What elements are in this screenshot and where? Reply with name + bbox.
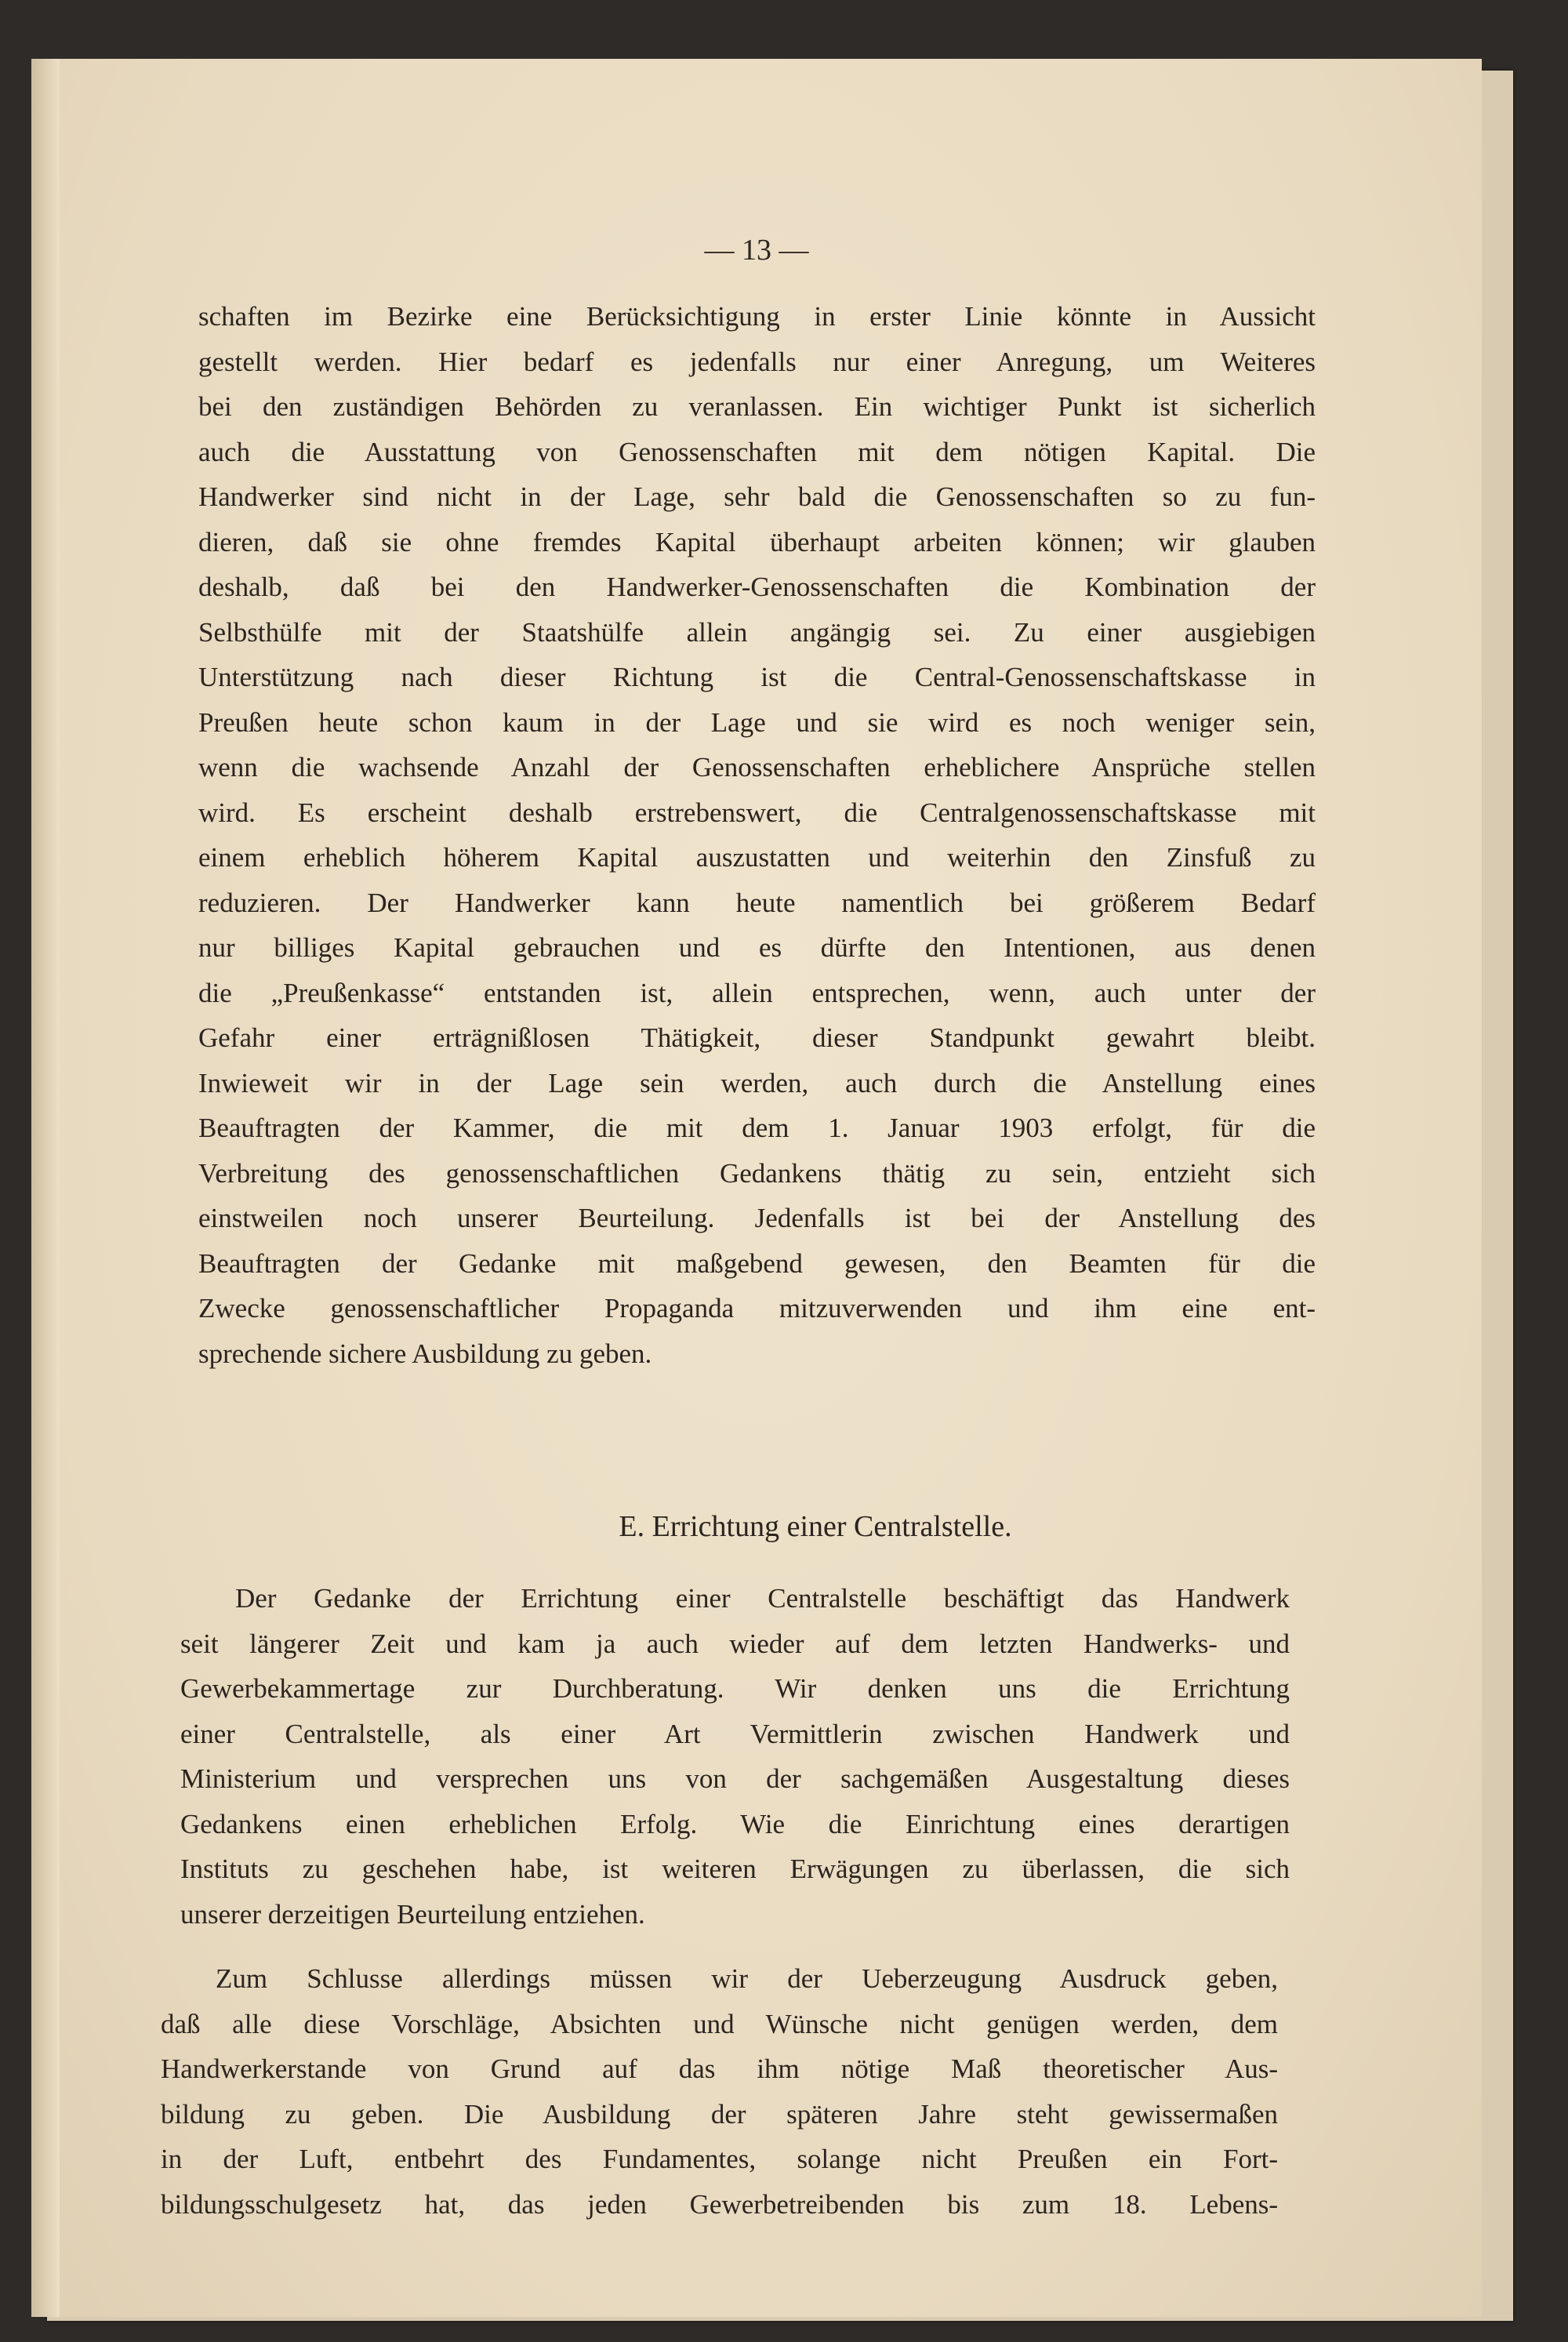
page-number: — 13 — xyxy=(704,234,809,267)
text-line: Beauftragten der Gedanke mit maßgebend gewesen, den Beamten für die xyxy=(198,1247,1316,1279)
page-gutter-shadow xyxy=(31,59,60,2317)
text-line: Beauftragten der Kammer, die mit dem 1. Januar 1903 erfolgt, für die xyxy=(198,1113,1316,1143)
text-line: wenn die wachsende Anzahl der Genossenschaften erheblichere Ansprüche stellen xyxy=(198,752,1316,782)
text-line: deshalb, daß bei den Handwerker-Genossenschaften die Kombination der xyxy=(198,572,1316,602)
section-heading: E. Errichtung einer Centralstelle. xyxy=(619,1510,1012,1543)
text-line: in der Luft, entbehrt des Fundamentes, solange nicht Preußen ein Fort- xyxy=(161,2144,1278,2174)
text-line: Ministerium und versprechen uns von der sachgemäßen Ausgestaltung dieses xyxy=(180,1763,1290,1794)
text-line: Verbreitung des genossenschaftlichen Gedankens thätig zu sein, entzieht sich xyxy=(198,1157,1316,1189)
text-line: Der Gedanke der Errichtung einer Centralstelle beschäftigt das Handwerk xyxy=(235,1583,1290,1614)
text-line: daß alle diese Vorschläge, Absichten und Wünsche nicht genügen werden, dem xyxy=(161,2008,1278,2039)
text-line: Handwerkerstande von Grund auf das ihm nötige Maß theoretischer Aus- xyxy=(161,2053,1278,2084)
text-line: Gefahr einer erträgnißlosen Thätigkeit, dieser Standpunkt gewahrt bleibt. xyxy=(198,1022,1316,1053)
text-line: dieren, daß sie ohne fremdes Kapital überhaupt arbeiten können; wir glauben xyxy=(198,526,1316,557)
text-line: unserer derzeitigen Beurteilung entziehen. xyxy=(180,1898,645,1930)
paragraph-3 xyxy=(161,1956,1278,2227)
text-line: reduzieren. Der Handwerker kann heute namentlich bei größerem Bedarf xyxy=(198,887,1316,918)
text-line: Gewerbekammertage zur Durchberatung. Wir denken uns die Errichtung xyxy=(180,1673,1290,1704)
text-line: Gedankens einen erheblichen Erfolg. Wie die Einrichtung eines derartigen xyxy=(180,1808,1290,1839)
text-line: Inwieweit wir in der Lage sein werden, auch durch die Anstellung eines xyxy=(198,1067,1316,1098)
text-line: Zwecke genossenschaftlicher Propaganda mitzuverwenden und ihm eine ent- xyxy=(198,1293,1316,1324)
text-line: Selbsthülfe mit der Staatshülfe allein angängig sei. Zu einer ausgiebigen xyxy=(198,616,1316,648)
text-line: Unterstützung nach dieser Richtung ist die Central-Genossenschaftskasse in xyxy=(198,662,1316,692)
text-line: Instituts zu geschehen habe, ist weiteren Erwägungen zu überlassen, die sich xyxy=(180,1854,1290,1884)
text-line: Handwerker sind nicht in der Lage, sehr bald die Genossenschaften so zu fun- xyxy=(198,481,1316,512)
text-line: Zum Schlusse allerdings müssen wir der Ueberzeugung Ausdruck geben, xyxy=(216,1963,1278,1994)
text-line: gestellt werden. Hier bedarf es jedenfalls nur einer Anregung, um Weiteres xyxy=(198,346,1316,377)
text-line: bei den zuständigen Behörden zu veranlassen. Ein wichtiger Punkt ist sicherlich xyxy=(198,391,1316,422)
text-line: nur billiges Kapital gebrauchen und es dürfte den Intentionen, aus denen xyxy=(198,932,1316,963)
text-line: seit längerer Zeit und kam ja auch wieder auf dem letzten Handwerks- und xyxy=(180,1628,1290,1659)
text-line: die „Preußenkasse“ entstanden ist, allein entsprechen, wenn, auch unter der xyxy=(198,977,1316,1008)
text-line: Preußen heute schon kaum in der Lage und sie wird es noch weniger sein, xyxy=(198,706,1316,738)
paragraph-2 xyxy=(180,1576,1290,1937)
text-line: einstweilen noch unserer Beurteilung. Jedenfalls ist bei der Anstellung des xyxy=(198,1203,1316,1233)
document-page xyxy=(31,59,1482,2317)
text-line: auch die Ausstattung von Genossenschaften mit dem nötigen Kapital. Die xyxy=(198,436,1316,467)
text-line: sprechende sichere Ausbildung zu geben. xyxy=(198,1338,652,1369)
paragraph-1 xyxy=(198,294,1316,1376)
text-line: bildung zu geben. Die Ausbildung der späteren Jahre steht gewissermaßen xyxy=(161,2098,1278,2130)
text-line: wird. Es erscheint deshalb erstrebenswert, die Centralgenossenschaftskasse mit xyxy=(198,797,1316,828)
text-line: schaften im Bezirke eine Berücksichtigung in erster Linie könnte in Aussicht xyxy=(198,301,1316,332)
text-line: einer Centralstelle, als einer Art Vermittlerin zwischen Handwerk und xyxy=(180,1718,1290,1749)
text-line: einem erheblich höherem Kapital auszustatten und weiterhin den Zinsfuß zu xyxy=(198,842,1316,873)
text-line: bildungsschulgesetz hat, das jeden Gewerbetreibenden bis zum 18. Lebens- xyxy=(161,2188,1278,2220)
